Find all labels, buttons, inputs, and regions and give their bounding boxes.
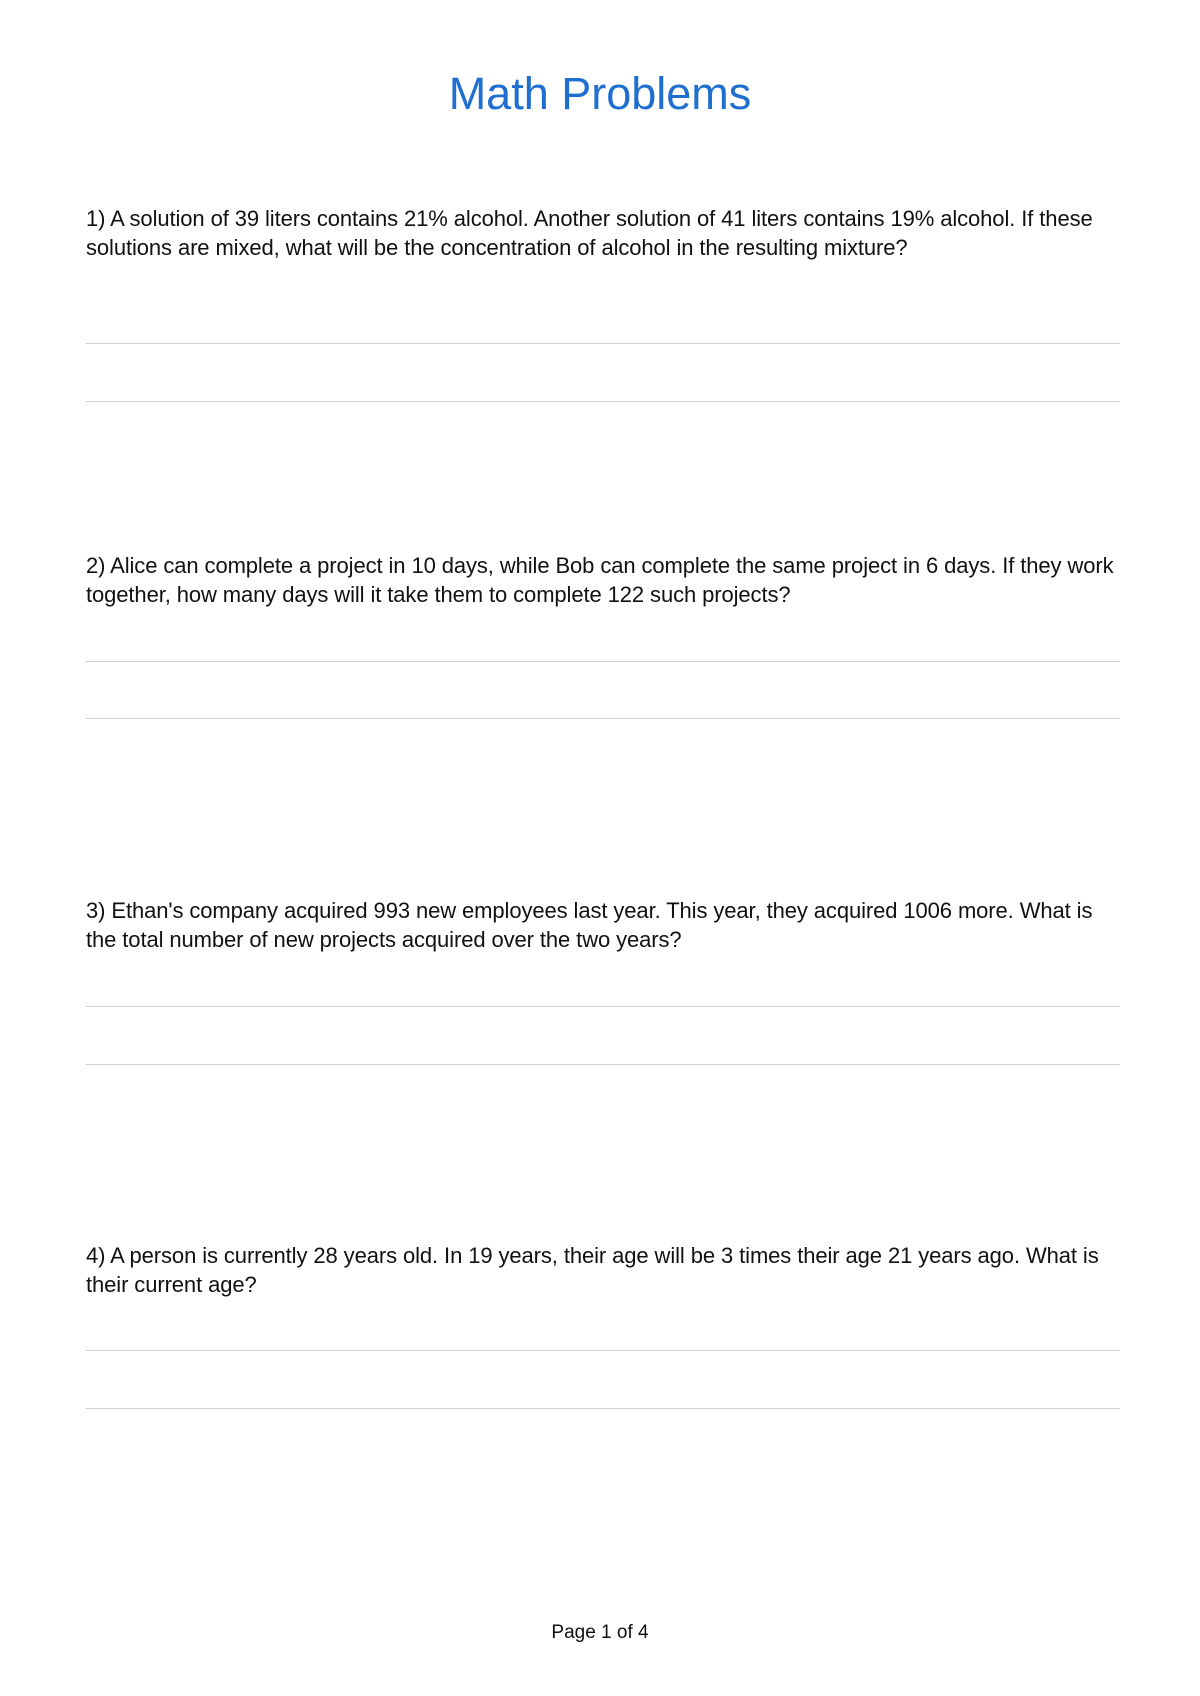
problem-2-text: 2) Alice can complete a project in 10 days, while Bob can complete the same project in 6 days. If they work together, how many days will it take them to complete 122 such projects? bbox=[86, 553, 1114, 607]
answer-line bbox=[86, 1350, 1120, 1351]
problem-4 bbox=[86, 1242, 1120, 1299]
problem-3 bbox=[86, 897, 1120, 954]
answer-line bbox=[86, 1064, 1120, 1065]
page-title: Math Problems bbox=[448, 68, 752, 119]
problem-2 bbox=[86, 552, 1120, 609]
answer-line bbox=[86, 661, 1120, 662]
answer-line bbox=[86, 343, 1120, 344]
answer-line bbox=[86, 1408, 1120, 1409]
page-footer: Page 1 of 4 bbox=[551, 1622, 649, 1643]
answer-line bbox=[86, 718, 1120, 719]
problem-4-text: 4) A person is currently 28 years old. In 19 years, their age will be 3 times their age 21 years ago. What is their current age? bbox=[86, 1243, 1099, 1297]
problem-1-text: 1) A solution of 39 liters contains 21% alcohol. Another solution of 41 liters contains 19% alcohol. If these solutions are mixed, what will be the concentration of alcohol in the resulting mixture? bbox=[86, 206, 1093, 260]
answer-line bbox=[86, 401, 1120, 402]
problem-1 bbox=[86, 205, 1120, 262]
problem-3-text: 3) Ethan's company acquired 993 new employees last year. This year, they acquired 1006 more. What is the total number of new projects acquired over the two years? bbox=[86, 898, 1093, 952]
answer-line bbox=[86, 1006, 1120, 1007]
